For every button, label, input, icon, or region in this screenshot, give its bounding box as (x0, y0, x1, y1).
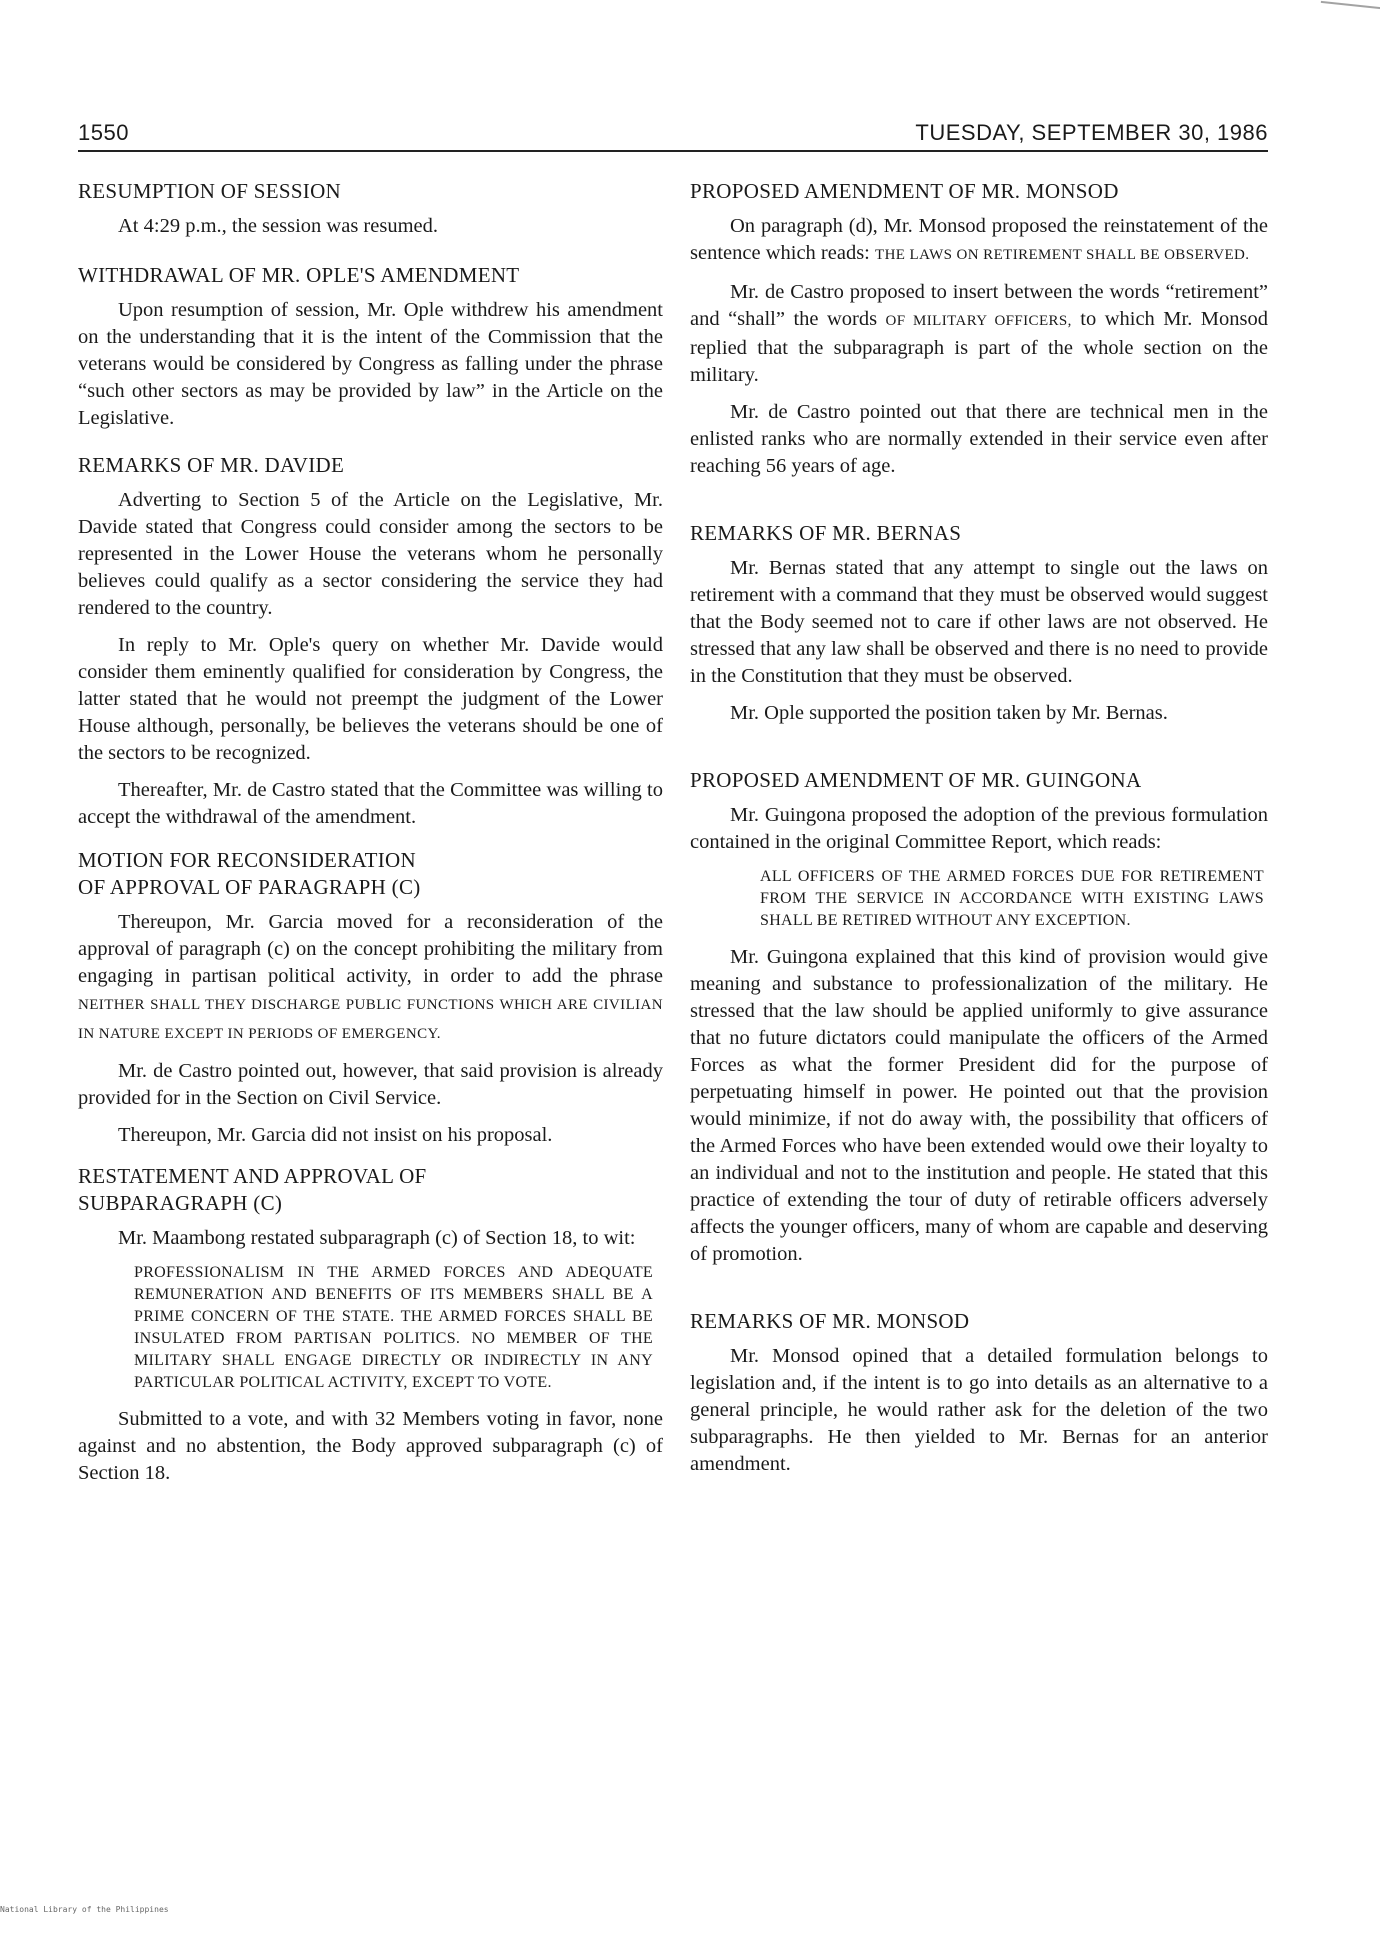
paragraph: Mr. Monsod opined that a detailed formulation belongs to legislation and, if the intent is to go into details as an alternative to a general principle, he would rather ask for the deletion of the two subparagraphs. He then yielded to Mr. Bernas for an anterior amendment. (690, 1345, 1268, 1475)
paragraph-text: Mr. de Castro proposed to insert between the words “retirement” and “shall” the words (690, 281, 1268, 330)
quoted-sentence: THE LAWS ON RETIREMENT SHALL BE OBSERVED. (875, 247, 1250, 263)
paragraph-text: Thereupon, Mr. Garcia moved for a reconsideration of the approval of paragraph (c) on the concept prohibiting the military from engaging in partisan political activity, in order to add the phrase (78, 911, 663, 987)
heading-withdrawal: WITHDRAWAL OF MR. OPLE'S AMENDMENT (78, 263, 520, 287)
quoted-formulation: ALL OFFICERS OF THE ARMED FORCES DUE FOR RETIREMENT FROM THE SERVICE IN ACCORDANCE WITH EXISTING LAWS SHALL BE RETIRED WITHOUT ANY EXCEPTION. (760, 868, 1264, 929)
paragraph (690, 213, 1268, 269)
paragraph: Mr. Guingona proposed the adoption of the previous formulation contained in the original Committee Report, which reads: (690, 804, 1268, 853)
paragraph (78, 909, 663, 1048)
paragraph: Adverting to Section 5 of the Article on the Legislative, Mr. Davide stated that Congress could consider among the sectors to be represented in the Lower House the veterans whom he personally believes could qualify as a sector considering the service they had rendered to the country. (78, 489, 663, 619)
paragraph: Mr. de Castro pointed out that there are technical men in the enlisted ranks who are normally extended in their service even after reaching 56 years of age. (690, 401, 1268, 477)
heading-resumption: RESUMPTION OF SESSION (78, 179, 342, 203)
paragraph-text: On paragraph (d), Mr. Monsod proposed the reinstatement of the sentence which reads: (690, 215, 1268, 264)
left-column (78, 178, 663, 1497)
heading-motion-line1: MOTION FOR RECONSIDERATION (78, 848, 416, 872)
paragraph: Thereupon, Mr. Garcia did not insist on his proposal. (118, 1124, 553, 1146)
paragraph: Submitted to a vote, and with 32 Members voting in favor, none against and no abstention, the Body approved subparagraph (c) of Section 18. (78, 1408, 663, 1484)
heading-remarks-bernas: REMARKS OF MR. BERNAS (690, 521, 962, 545)
paragraph: Thereafter, Mr. de Castro stated that the Committee was willing to accept the withdrawal of the amendment. (78, 779, 663, 828)
heading-remarks-monsod: REMARKS OF MR. MONSOD (690, 1309, 970, 1333)
paragraph: Mr. Ople supported the position taken by Mr. Bernas. (730, 702, 1168, 724)
page-number: 1550 (78, 120, 129, 145)
paragraph: Upon resumption of session, Mr. Ople withdrew his amendment on the understanding that it is the intent of the Commission that the veterans would be considered by Congress as falling under the phrase “such other sectors as may be provided by law” in the Article on the Legislative. (78, 299, 663, 429)
paragraph: Mr. Maambong restated subparagraph (c) of Section 18, to wit: (118, 1227, 636, 1249)
page-date: TUESDAY, SEPTEMBER 30, 1986 (915, 120, 1268, 145)
proposed-phrase: NEITHER SHALL THEY DISCHARGE PUBLIC FUNCTIONS WHICH ARE CIVILIAN IN NATURE EXCEPT IN PERIODS OF EMERGENCY. (78, 997, 663, 1042)
heading-amendment-guingona: PROPOSED AMENDMENT OF MR. GUINGONA (690, 768, 1142, 792)
heading-motion-line2: OF APPROVAL OF PARAGRAPH (C) (78, 875, 421, 899)
heading-restatement-line2: SUBPARAGRAPH (C) (78, 1191, 283, 1215)
quoted-words: OF MILITARY OFFICERS, (885, 313, 1072, 329)
paragraph: Mr. Bernas stated that any attempt to single out the laws on retirement with a command that they must be observed would suggest that the Body seemed not to care if other laws are not observed. He stressed that any law shall be observed and there is no need to provide in the Constitution that they must be observed. (690, 557, 1268, 687)
paragraph (690, 279, 1268, 389)
right-column (690, 178, 1268, 1488)
quoted-provision: PROFESSIONALISM IN THE ARMED FORCES AND ADEQUATE REMUNERATION AND BENEFITS OF ITS MEMBERS SHALL BE A PRIME CONCERN OF THE STATE. THE ARMED FORCES SHALL BE INSULATED FROM PARTISAN POLITICS. NO MEMBER OF THE MILITARY SHALL ENGAGE DIRECTLY OR INDIRECTLY IN ANY PARTICULAR POLITICAL ACTIVITY, EXCEPT TO VOTE. (134, 1264, 653, 1391)
library-stamp: National Library of the Philippines (0, 1905, 169, 1914)
heading-restatement-line1: RESTATEMENT AND APPROVAL OF (78, 1164, 427, 1188)
heading-remarks-davide: REMARKS OF MR. DAVIDE (78, 453, 345, 477)
scan-mark (1319, 1, 1380, 23)
page-header (78, 118, 1268, 152)
paragraph: At 4:29 p.m., the session was resumed. (118, 215, 438, 237)
heading-amendment-monsod: PROPOSED AMENDMENT OF MR. MONSOD (690, 179, 1119, 203)
paragraph: Mr. de Castro pointed out, however, that said provision is already provided for in the Section on Civil Service. (78, 1060, 663, 1109)
paragraph-text: to which Mr. Monsod replied that the subparagraph is part of the whole section on the military. (690, 308, 1268, 386)
paragraph: In reply to Mr. Ople's query on whether Mr. Davide would consider them eminently qualified for consideration by Congress, the latter stated that he would not preempt the judgment of the Lower House although, personally, be believes the veterans should be one of the sectors to be recognized. (78, 634, 663, 764)
paragraph: Mr. Guingona explained that this kind of provision would give meaning and substance to professionalization of the military. He stressed that the law should be applied uniformly to give assurance that no future dictators could manipulate the officers of the Armed Forces as what the former President did for the purpose of perpetuating himself in power. He pointed out that the provision would minimize, if not do away with, the possibility that officers of the Armed Forces who have been extended would owe their loyalty to an individual and not to the institution and people. He stated that this practice of extending the tour of duty of retirable officers adversely affects the younger officers, many of whom are capable and deserving of promotion. (690, 946, 1268, 1265)
